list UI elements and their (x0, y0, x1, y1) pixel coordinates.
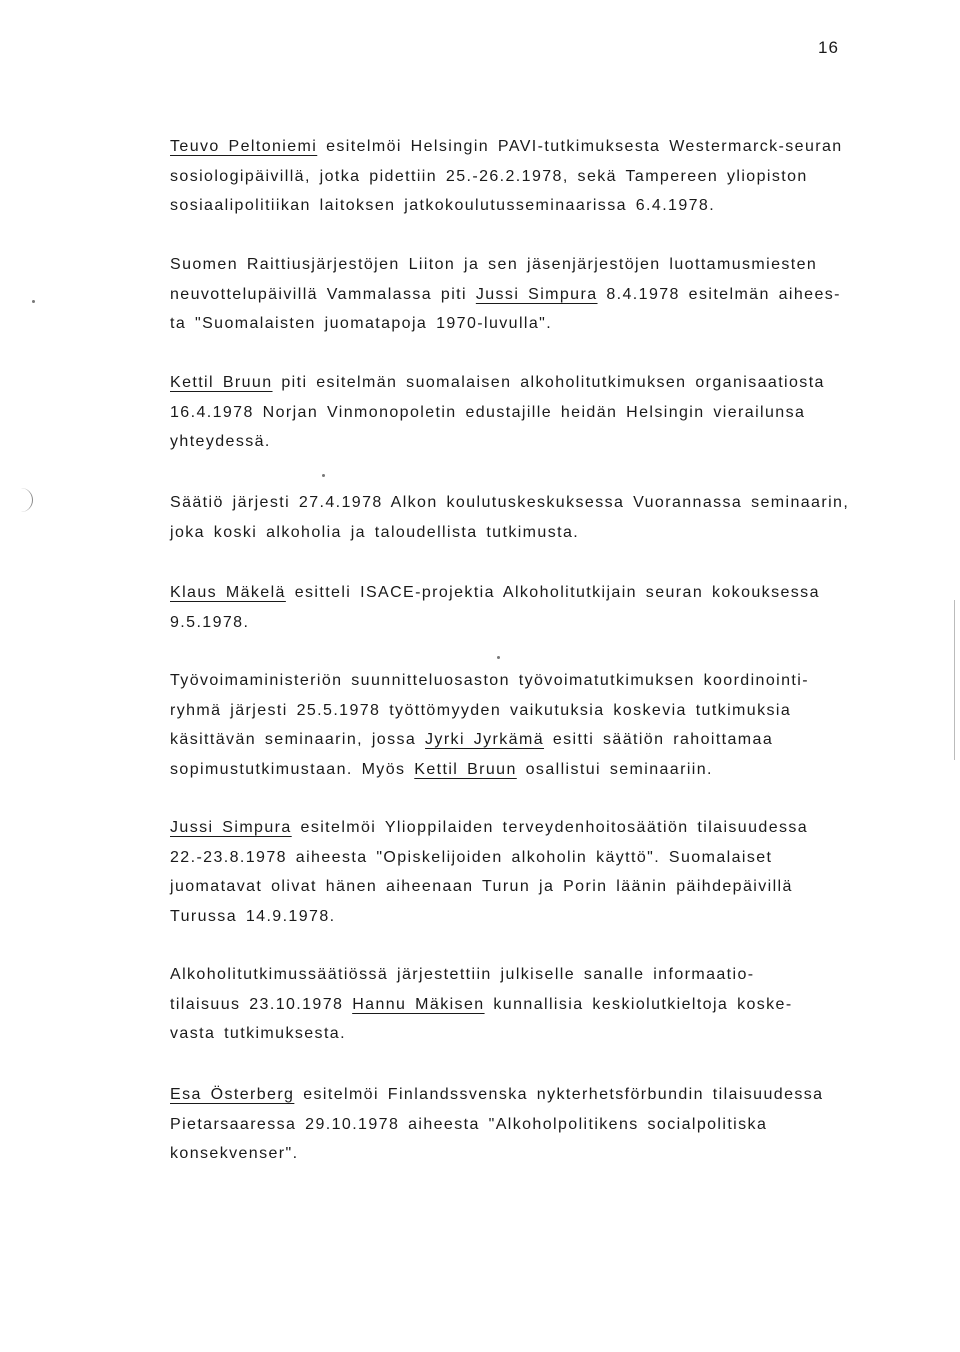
text-segment: sopimustutkimustaan. Myös (170, 760, 415, 778)
text-segment: esitelmöi Ylioppilaiden terveydenhoitosäätiön tilaisuudessa (291, 819, 809, 836)
text-line (170, 488, 922, 518)
paragraph (170, 578, 922, 637)
underlined-name: Hannu Mäkisen (352, 995, 485, 1013)
text-line (170, 518, 922, 548)
underlined-name: Klaus Mäkelä (170, 584, 286, 601)
text-segment: sosiologipäivillä, jotka pidettiin 25.-26.2.1978, sekä Tampereen yliopiston (170, 167, 808, 185)
text-segment: Suomen Raittiusjärjestöjen Liiton ja sen jäsenjärjestöjen luottamusmiesten (170, 256, 818, 273)
text-line (170, 696, 922, 726)
text-line (170, 309, 922, 339)
text-line (170, 1019, 922, 1049)
text-line (170, 902, 922, 932)
paragraph (170, 488, 922, 547)
text-line (170, 990, 922, 1020)
underlined-name: Teuvo Peltoniemi (170, 138, 318, 155)
text-line (170, 960, 922, 990)
text-line (170, 427, 922, 457)
text-line (170, 578, 922, 608)
text-segment: juomatavat olivat hänen aiheenaan Turun ja Porin läänin päihdepäivillä (170, 878, 793, 895)
text-line (170, 1139, 922, 1169)
text-line (170, 1110, 922, 1140)
text-segment: vasta tutkimuksesta. (170, 1025, 346, 1042)
paragraph (170, 960, 922, 1049)
text-line (170, 280, 922, 310)
scan-edge-line (954, 600, 955, 760)
paragraph (170, 813, 922, 931)
text-segment: Työvoimaministeriön suunnitteluosaston työvoimatutkimuksen koordinointi- (170, 672, 809, 689)
underlined-name: Kettil Bruun (170, 374, 273, 391)
text-segment: 9.5.1978. (170, 613, 250, 631)
text-segment: esitelmöi Finlandssvenska nykterhetsförbundin tilaisuudessa (294, 1086, 824, 1103)
text-line (170, 755, 922, 785)
text-line (170, 872, 922, 902)
text-segment: esitteli ISACE-projektia Alkoholitutkijain seuran kokouksessa (285, 584, 820, 601)
underlined-name: Kettil Bruun (414, 760, 517, 778)
text-segment: esitti säätiön rahoittamaa (544, 731, 774, 748)
text-line (170, 608, 922, 638)
text-segment: Alkoholitutkimussäätiössä järjestettiin julkiselle sanalle informaatio- (170, 966, 755, 983)
paragraph (170, 368, 922, 457)
text-segment: käsittävän seminaarin, jossa (170, 731, 426, 748)
text-segment: konsekvenser". (170, 1145, 299, 1162)
underlined-name: Esa Österberg (170, 1086, 295, 1103)
text-line (170, 191, 922, 221)
text-segment: joka koski alkoholia ja taloudellista tutkimusta. (170, 523, 580, 541)
page-number: 16 (818, 38, 839, 57)
text-line (170, 132, 922, 162)
text-line (170, 843, 922, 873)
paragraph (170, 666, 922, 784)
text-segment: 22.-23.8.1978 aiheesta "Opiskelijoiden alkoholin käyttö". Suomalaiset (170, 848, 773, 866)
text-line (170, 250, 922, 280)
text-segment: Säätiö järjesti 27.4.1978 Alkon koulutuskeskuksessa Vuorannassa seminaarin, (170, 494, 850, 511)
text-segment: piti esitelmän suomalaisen alkoholitutkimuksen organisaatiosta (272, 374, 825, 391)
text-segment: tilaisuus 23.10.1978 (170, 995, 353, 1013)
text-segment: Turussa 14.9.1978. (170, 907, 336, 925)
paragraph (170, 132, 922, 221)
scan-dot (322, 474, 325, 477)
paragraph (170, 250, 922, 339)
text-line (170, 813, 922, 843)
text-segment: osallistui seminaariin. (516, 760, 713, 778)
underlined-name: Jussi Simpura (170, 819, 292, 836)
text-segment: kunnallisia keskiolutkieltoja koske- (484, 995, 793, 1013)
text-segment: sosiaalipolitiikan laitoksen jatkokoulutusseminaarissa 6.4.1978. (170, 197, 716, 214)
text-line (170, 398, 922, 428)
scan-artifact (18, 488, 33, 512)
text-line (170, 1080, 922, 1110)
text-segment: esitelmöi Helsingin PAVI-tutkimuksesta Westermarck-seuran (317, 138, 843, 155)
scan-dot (497, 656, 500, 659)
scan-dot (32, 300, 35, 303)
text-segment: ta "Suomalaisten juomatapoja 1970-luvulla". (170, 315, 553, 332)
text-line (170, 725, 922, 755)
text-segment: ryhmä järjesti 25.5.1978 työttömyyden vaikutuksia koskevia tutkimuksia (170, 701, 792, 719)
text-segment: 8.4.1978 esitelmän aihees- (597, 285, 841, 303)
underlined-name: Jussi Simpura (475, 285, 598, 303)
text-segment: yhteydessä. (170, 433, 271, 450)
underlined-name: Jyrki Jyrkämä (425, 731, 545, 748)
text-line (170, 368, 922, 398)
text-segment: Pietarsaaressa 29.10.1978 aiheesta "Alkoholpolitikens socialpolitiska (170, 1115, 768, 1133)
text-line (170, 666, 922, 696)
text-line (170, 162, 922, 192)
paragraph (170, 1080, 922, 1169)
text-segment: 16.4.1978 Norjan Vinmonopoletin edustajille heidän Helsingin vierailunsa (170, 403, 806, 421)
text-segment: neuvottelupäivillä Vammalassa piti (170, 285, 476, 303)
